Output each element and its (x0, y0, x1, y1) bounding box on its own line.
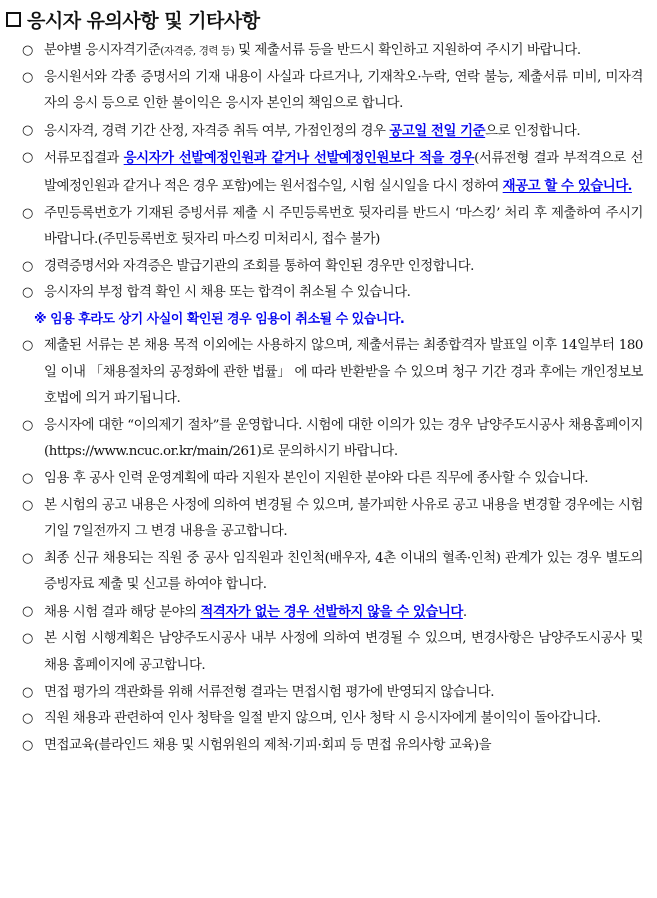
item-text: 제출된 서류는 본 채용 목적 이외에는 사용하지 않으며, 제출서류는 최종합격자 발표일 이후 14일부터 180일 이내 「채용절차의 공정화에 관한 법률」 에 따라 반환받을 수 있으며 청구 기간 경과 후에는 개인정보보호법에 의거 파기됩니다. (44, 337, 643, 407)
circle-bullet-icon: ○ (22, 122, 33, 138)
warning-note: ※ 임용 후라도 상기 사실이 확인된 경우 임용이 취소될 수 있습니다. (34, 311, 405, 327)
list-item (6, 145, 643, 200)
item-text: 응시원서와 각종 증명서의 기재 내용이 사실과 다르거나, 기재착오·누락, 연락 불능, 제출서류 미비, 미자격자의 응시 등으로 인한 불이익은 응시자 본인의 책임으로 합니다. (44, 69, 643, 112)
circle-bullet-icon: ○ (22, 417, 33, 433)
list-item (6, 118, 643, 146)
list-item (6, 706, 643, 733)
list-item (6, 599, 643, 627)
circle-bullet-icon: ○ (22, 497, 33, 513)
item-text: 임용 후 공사 인력 운영계획에 따라 지원자 본인이 지원한 분야와 다른 직무에 종사할 수 있습니다. (44, 470, 589, 486)
item-text-small: (자격증, 경력 등) (160, 45, 235, 57)
circle-bullet-icon: ○ (22, 205, 33, 221)
list-item (6, 680, 643, 707)
circle-bullet-icon: ○ (22, 470, 33, 486)
circle-bullet-icon: ○ (22, 258, 33, 274)
item-text: 응시자의 부정 합격 확인 시 채용 또는 합격이 취소될 수 있습니다. (44, 285, 411, 301)
item-text: 면접교육(블라인드 채용 및 시험위원의 제척·기피·회피 등 면접 유의사항 교육)을 (44, 737, 492, 753)
list-item (6, 280, 643, 307)
item-text: . (462, 604, 467, 620)
notice-list-continued (6, 333, 643, 760)
circle-bullet-icon: ○ (22, 550, 33, 566)
circle-bullet-icon: ○ (22, 337, 33, 353)
item-text: 및 제출서류 등을 반드시 확인하고 지원하여 주시기 바랍니다. (234, 43, 581, 58)
highlight-text: 재공고 할 수 있습니다. (502, 177, 632, 194)
highlight-text: 공고일 전일 기준 (389, 122, 486, 139)
item-text: 최종 신규 채용되는 직원 중 공사 임직원과 친인척(배우자, 4촌 이내의 혈족·인척) 관계가 있는 경우 별도의 증빙자료 제출 및 신고를 하여야 합니다. (44, 550, 643, 593)
circle-bullet-icon: ○ (22, 150, 33, 166)
checkbox-square-icon (6, 12, 21, 27)
item-text: 주민등록번호가 기재된 증빙서류 제출 시 주민등록번호 뒷자리를 반드시 ‘마스킹’ 처리 후 제출하여 주시기 바랍니다.(주민등록번호 뒷자리 마스킹 미처리시, 접수 불가) (44, 205, 643, 248)
list-item (6, 546, 643, 599)
section-title: 응시자 유의사항 및 기타사항 (27, 9, 260, 32)
item-text: 직원 채용과 관련하여 인사 청탁을 일절 받지 않으며, 인사 청탁 시 응시자에게 불이익이 돌아갑니다. (44, 711, 601, 727)
circle-bullet-icon: ○ (22, 69, 33, 85)
list-item (6, 38, 643, 65)
list-item (6, 413, 643, 466)
item-text: (서류전형 결과 부적격으로 선발예정인원과 같거나 적은 경우 포함)에는 원서접수일, 시험 실시일을 다시 정하여 (44, 151, 643, 194)
item-text: 분야별 응시자격기준 (44, 43, 161, 58)
item-text: 서류모집결과 (44, 151, 124, 167)
circle-bullet-icon: ○ (22, 43, 33, 58)
list-item (6, 466, 643, 493)
highlight-text: 적격자가 없는 경우 선발하지 않을 수 있습니다 (200, 603, 463, 620)
item-text: 면접 평가의 객관화를 위해 서류전형 결과는 면접시험 평가에 반영되지 않습니다. (44, 684, 495, 700)
circle-bullet-icon: ○ (22, 711, 33, 727)
item-text: 응시자격, 경력 기간 산정, 자격증 취득 여부, 가점인정의 경우 (44, 123, 390, 139)
list-item (6, 626, 643, 679)
circle-bullet-icon: ○ (22, 684, 33, 700)
list-item (6, 333, 643, 413)
section-heading (6, 4, 643, 34)
item-text: 경력증명서와 자격증은 발급기관의 조회를 통하여 확인된 경우만 인정합니다. (44, 258, 474, 274)
circle-bullet-icon: ○ (22, 631, 33, 647)
list-item (6, 201, 643, 254)
highlight-text: 응시자가 선발예정인원과 같거나 선발예정인원보다 적을 경우 (123, 150, 475, 167)
list-item (6, 254, 643, 281)
item-text: 채용 시험 결과 해당 분야의 (44, 604, 201, 620)
notice-list (6, 38, 643, 307)
item-text: 본 시험 시행계획은 남양주도시공사 내부 사정에 의하여 변경될 수 있으며, 변경사항은 남양주도시공사 및 채용 홈페이지에 공고합니다. (44, 631, 643, 674)
circle-bullet-icon: ○ (22, 737, 33, 753)
list-item (6, 733, 643, 760)
item-text: 본 시험의 공고 내용은 사정에 의하여 변경될 수 있으며, 불가피한 사유로 공고 내용을 변경할 경우에는 시험기일 7일전까지 그 변경 내용을 공고합니다. (44, 497, 643, 540)
circle-bullet-icon: ○ (22, 603, 33, 619)
circle-bullet-icon: ○ (22, 285, 33, 301)
item-text: 응시자에 대한 “이의제기 절차”를 운영합니다. 시험에 대한 이의가 있는 경우 남양주도시공사 채용홈페이지(https://www.ncuc.or.kr/main/261)로 문의하시기 바랍니다. (44, 417, 643, 460)
list-item (6, 65, 643, 118)
item-text: 으로 인정합니다. (485, 123, 581, 139)
list-item (6, 493, 643, 546)
